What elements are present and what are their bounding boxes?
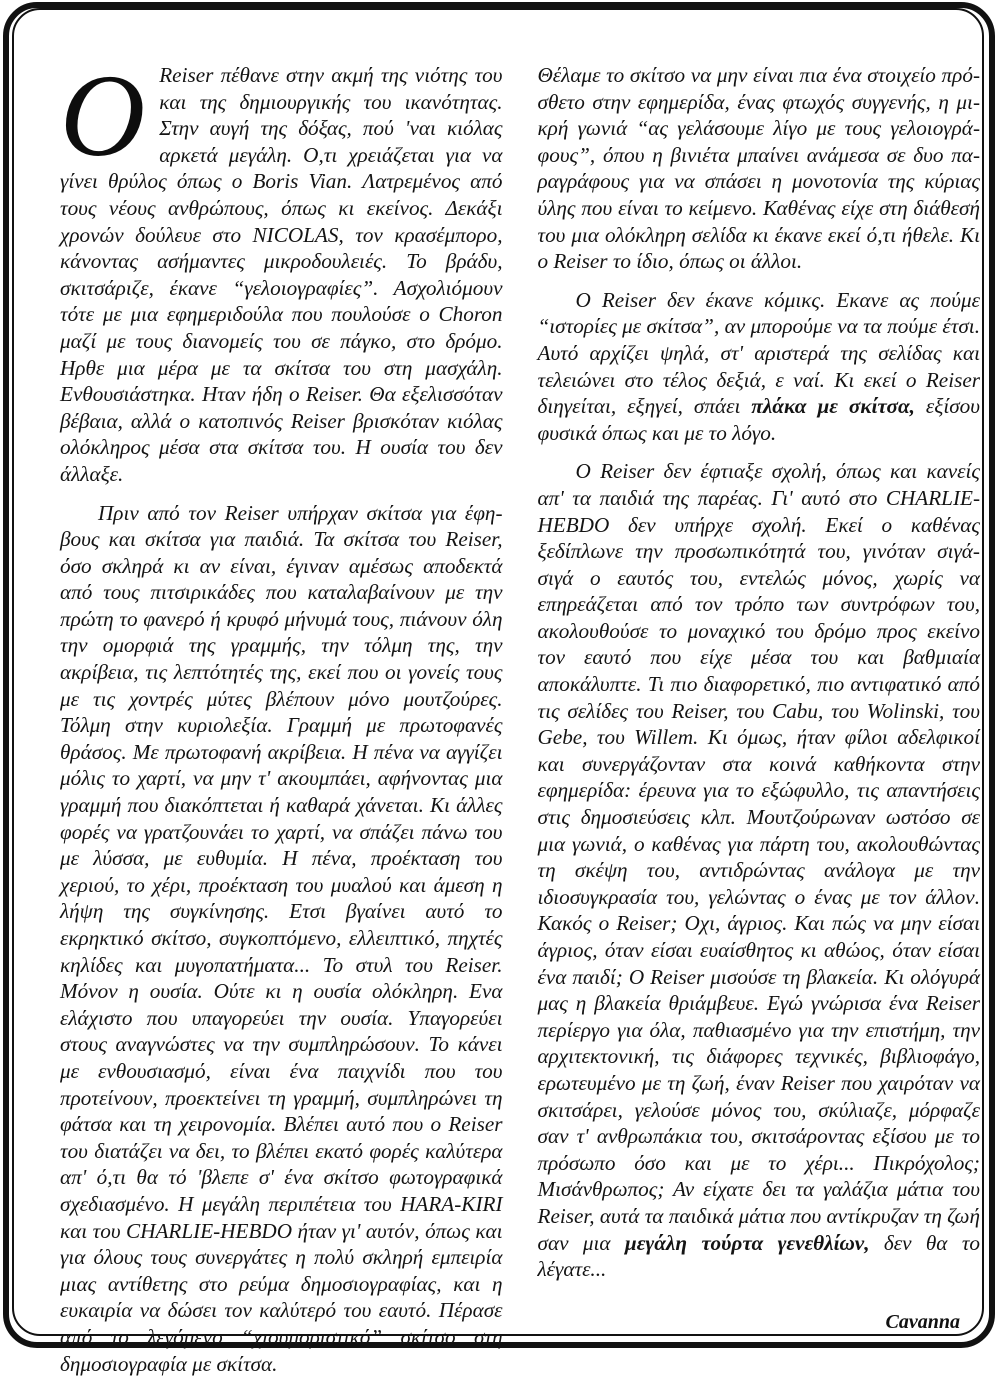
author-signature: Cavanna xyxy=(538,1309,981,1336)
paragraph xyxy=(60,62,503,488)
emphasis-text: μεγάλη τούρτα γενεθλίων, xyxy=(625,1231,870,1255)
paragraph xyxy=(538,287,981,447)
paragraph-text: δεν θα το λέγατε... xyxy=(538,1231,981,1282)
emphasis-text: πλάκα με σκίτσα, xyxy=(751,394,915,418)
drop-cap: O xyxy=(60,68,145,160)
paragraph-text: Ο Reiser δεν έκανε κόμικς. Εκανε ας πούμε “ιστορίες με σκίτσα”, αν μπορούμε να τα πούμε έτσι. Αυτό αρχίζει ψηλά, στ' αριστερά της σελίδας και τελειώνει στο τέλος δεξιά, ε ναί. Κι εκεί ο Reiser διηγείται, εξηγεί, σπάει xyxy=(538,288,981,418)
right-column xyxy=(538,62,981,1292)
left-column xyxy=(60,62,503,1292)
paragraph-text: Ο Reiser δεν έφτιαξε σχολή, όπως και κανείς απ' τα παιδιά της παρέας. Γι' αυτό στο CHARLIE-HEBDO δεν υπήρχε σχολή. Εκεί ο καθένας ξεδίπλωνε την προσωπικότητά του, γινόταν σιγά-σιγά ο εαυτός του, εντελώς μόνος, χωρίς να επηρεάζεται από τον τρόπο των συντρόφων του, ακολουθούσε το μοναχικό του δρόμο προς εκείνο τον εαυτό που είχε μέσα του και βαθμιαία αποκάλυπτε. Τι πιο διαφορετικό, πιο αντιφατικό από τις σελίδες του Reiser, του Cabu, του Wolinski, του Gebe, του Willem. Κι όμως, ήταν φίλοι αδελφικοί και συνεργάζονταν στα κοινά καθήκοντα στην εφημερίδα: έρευνα για το εξώφυλλο, τις απαντήσεις στις δημοσιεύσεις κλπ. Μουτζούρωναν ωστόσο σε μια γωνιά, ο καθένας για πάρτη του, ακολουθώντας τη σκέψη του, αντιδρώντας ανάλογα με την ιδιοσυγκρασία του, γελώντας ο ένας με τον άλλον. Κακός ο Reiser; Οχι, άγριος. Και πώς να μην είσαι άγριος, όταν είσαι ευαίσθητος κι αθώος, όταν είσαι ένα παιδί; Ο Reiser μισούσε τη βλακεία. Κι ολόγυρά μας η βλακεία θριάμβευε. Εγώ γνώρισα ένα Reiser περίεργο για όλα, παθιασμένο για την επιστήμη, την αρχιτεκτονική, τις διάφορες τεχνικές, βιβλιοφάγο, ερωτευμένο με τη ζωή, έναν Reiser που χαιρόταν να σκιτσάρει, γελούσε μόνος του, σκύλιαζε, μόρφαζε σαν τ' ανθρωπάκια του, σκιτσάροντας εξίσου με το πρόσωπο όσο και με το χέρι... Πικρόχολος; Μισάνθρωπος; Αν είχατε δει τα γαλάζια μάτια του Reiser, αυτά τα παιδικά μάτια που αντίκρυζαν τη ζωή σαν μια xyxy=(538,459,981,1254)
article-page xyxy=(60,62,980,1292)
paragraph-text: εξίσου φυσικά όπως και με το λόγο. xyxy=(538,394,981,445)
paragraph: Θέλαμε το σκίτσο να μην είναι πια ένα στοιχείο πρόσθετο στην εφημερίδα, ένας φτωχός συγγενής, η μικρή γωνιά “ας γελάσουμε λίγο με τους γελοιογράφους”, όπου η βινιέτα μπαίνει ανάμεσα σε δυο παραγράφους για να σπάσει η μονοτονία της κύριας ύλης που είναι το κείμενο. Καθένας είχε στη διάθεσή του μια ολόκληρη σελίδα κι έκανε εκεί ό,τι ήθελε. Κι ο Reiser το ίδιο, όπως οι άλλοι. xyxy=(538,62,981,275)
paragraph-text: Reiser πέθανε στην ακμή της νιότης του και της δημιουργικής του ικανότητας. Στην αυγή της δόξας, πού 'ναι κιόλας αρκετά μεγάλη. Ο,τι χρειάζεται για να γίνει θρύλος όπως ο Boris Vian. Λατρεμένος από τους νέους ανθρώπους, όπως κι εκείνος. Δεκάξι χρονών δούλευε στο NICOLAS, τον κρασέμπορο, κάνοντας ασήμαντες μικροδουλειές. Το βράδυ, σκιτσάριζε, έκανε “γελοιογραφίες”. Ασχολιόμουν τότε με μια εφημεριδούλα που πουλούσε ο Choron μαζί με τους διανομείς του σε πάγκο, στο δρόμο. Ηρθε μια μέρα με τα σκίτσα του στη μασχάλη. Ενθουσιάστηκα. Ηταν ήδη ο Reiser. Θα εξελισσόταν βέβαια, αλλά ο κατοπινός Reiser βρισκόταν κιόλας ολόκληρος μέσα στα σκίτσα του. Η ουσία του δεν άλλαξε. xyxy=(60,63,503,486)
paragraph: Πριν από τον Reiser υπήρχαν σκίτσα για έφηβους και σκίτσα για παιδιά. Τα σκίτσα του Reiser, όσο σκληρά κι αν είναι, έγιναν αμέσως αποδεκτά από τους πιτσιρικάδες που καταλαβαίνουν με την πρώτη το φανερό ή κρυφό μήνυμά τους, πιάνουν όλη την ομορφιά της γραμμής, την τόλμη της, την ακρίβεια, τις λεπτότητές της, εκεί που οι γονείς τους με τις χοντρές μύτες βλέπουν μόνο μουτζούρες. Τόλμη στην κυριολεξία. Γραμμή με πρωτοφανές θράσος. Με πρωτοφανή ακρίβεια. Η πένα να αγγίζει μόλις το χαρτί, να μην τ' ακουμπάει, αφήνοντας μια γραμμή που διακόπτεται ή καθαρά χάνεται. Κι άλλες φορές να γρατζουνάει το χαρτί, να σπάζει πάνω του με λύσσα, με ευθυμία. Η πένα, προέκταση του χεριού, το χέρι, προέκταση του μυαλού και άμεση η λήψη της συγκίνησης. Ετσι βγαίνει αυτό το εκρηκτικό σκίτσο, συγκοπτόμενο, ελλειπτικό, πηχτές κηλίδες και μυγοπατήματα... Το στυλ του Reiser. Μόνον η ουσία. Ούτε κι η ουσία ολόκληρη. Ενα ελάχιστο που υπαγορεύει την ουσία. Υπαγορεύει στους αναγνώστες να την συμπληρώσουν. Το κάνει με ενθουσιασμό, είναι ένα παιχνίδι που του προτείνουν, προεκτείνει τη γραμμή, συμπληρώνει τη φάτσα και τη χειρονομία. Βλέπει αυτό που ο Reiser του διατάζει να δει, το βλέπει εκατό φορές καλύτερα απ' ό,τι θα τό 'βλεπε σ' ένα σκίτσο φωτογραφικά σχεδιασμένο. Η μεγάλη περιπέτεια του HARA-KIRI και του CHARLIE-HEBDO ήταν γι' αυτόν, όπως και για όλους τους συνεργάτες η πολύ σκληρή εμπειρία μιας αντίθετης στο ρεύμα δημοσιογραφίας, και η ευκαιρία να δώσει τον καλύτερό του εαυτό. Πέρασε από το λεγόμενο “χιουμοριστικό” σκίτσο στη δημοσιογραφία με σκίτσα. xyxy=(60,500,503,1377)
paragraph xyxy=(538,458,981,1282)
